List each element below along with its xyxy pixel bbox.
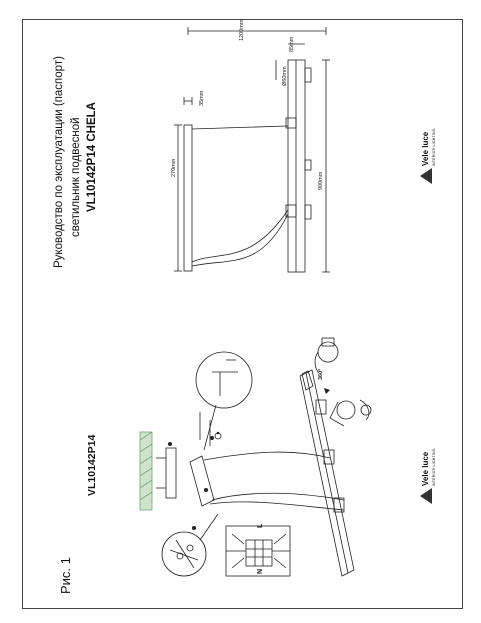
dimension-drawing (174, 27, 330, 272)
logo-sub-top: INTERIOR LIGHTING (432, 128, 436, 166)
terminal-n-label: N (257, 568, 264, 574)
logo-mark-top (420, 168, 432, 184)
dim-canopy-width: 270mm (171, 158, 177, 177)
dim-bar-length: 900mm (318, 171, 324, 190)
rotation-label: 360° (318, 368, 324, 380)
dim-canopy-depth: 35mm (199, 90, 205, 106)
figure-model: VL10142P14 (86, 434, 98, 496)
logo-brand-bottom: Vele luce (421, 451, 430, 486)
dim-height: 85mm (289, 36, 295, 52)
dim-cable-length: 1200mm (239, 19, 245, 41)
title-model: VL10142P14 CHELA (86, 102, 98, 212)
logo-mark-bottom (420, 488, 432, 504)
title-line-1: Руководство по эксплуатации (паспорт) (53, 56, 65, 268)
dim-diameter: Ø60mm (282, 66, 288, 86)
figure-label: Рис. 1 (58, 557, 73, 594)
logo-brand-top: Vele luce (421, 131, 430, 166)
installation-drawing (140, 338, 371, 576)
logo-sub-bottom: INTERIOR LIGHTING (432, 448, 436, 486)
terminal-l-label: L (257, 523, 264, 528)
title-line-2: светильник подвесной (70, 117, 82, 237)
